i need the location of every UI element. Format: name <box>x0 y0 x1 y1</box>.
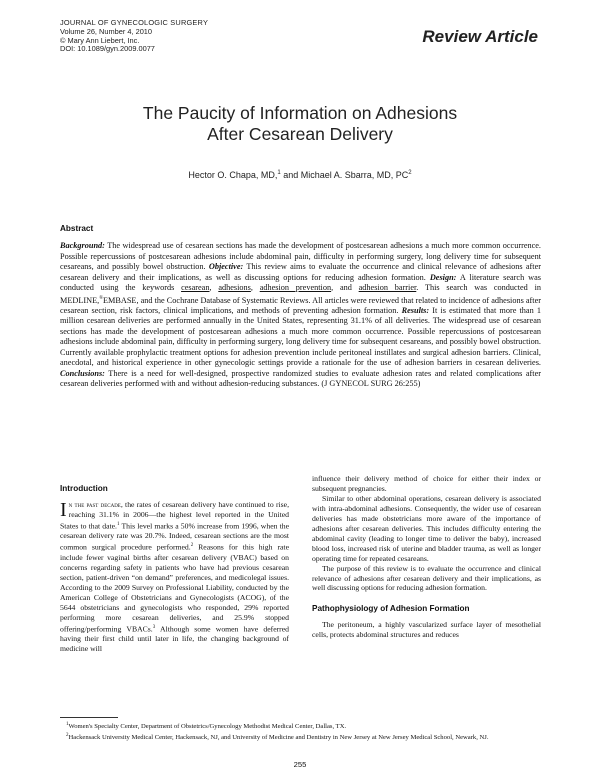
abstract-objective-label: Objective: <box>208 262 244 271</box>
abstract-background-text: The widespread use of cesarean sections has made the development of postcesarean adhesions a much more common occurrence. Possible repercussions of postcesarean adhesions include abdominal pain, difficulty in performing surgery, long delivery time for subsequent cesareans, and possibly bowel obstruction. <box>60 241 541 271</box>
footnote-1-text: Women's Specialty Center, Department of Obstetrics/Gynecology Methodist Medical Center, Dallas, TX. <box>68 723 347 731</box>
abstract-results-label: Results: <box>401 305 430 315</box>
keyword-separator: , and <box>331 283 359 292</box>
journal-name: JOURNAL OF GYNECOLOGIC SURGERY <box>60 18 209 27</box>
abstract-heading: Abstract <box>60 224 94 233</box>
right-paragraph-3: The purpose of this review is to evaluate the occurrence and clinical relevance of adhesions after cesarean delivery and their implications, as well discussing options for reducing adhesion formation. <box>312 563 541 593</box>
abstract-objective-text: This review aims to evaluate the occurrence and clinical relevance of adhesions after cesarean delivery and their implications, as well as discussing options for reducing adhesion formation. <box>60 262 542 282</box>
author-2: and Michael A. Sbarra, MD, PC <box>280 170 409 180</box>
abstract-results-text: It is estimated that more than 1 million cesarean deliveries are performed annually in the United States, representing 31.1% of all deliveries. The widespread use of cesarean sections has made the development of postcesarean adhesions a much more common occurrence. Possible repercussions of postcesarean adhesions include abdominal pain, difficulty in performing surgery, long delivery time for subsequent cesareans, and possibly bowel obstruction. Currently available prophylactic treatment options for adhesion prevention include peritoneal instillates and surgical adhesion barriers. Clinical, anecdotal, and historical experience in other gynecologic settings provide a rationale for the use of adhesion barriers in cesarean deliveries. <box>60 305 541 368</box>
abstract-background-label: Background: <box>60 241 105 250</box>
intro-text-3: Reasons for this high rate include fewer vaginal births after cesarean delivery (VBAC) based on concerns regarding safety in patients who have had previous cesarean section, patient-driven “on demand” preferences, and medicolegal issues. According to the 2009 Survey on Professional Liability, conducted by the American College of Obstetricians and Gynecologists (ACOG), of the 5644 obstetricians and gynecologists who responded, 29% reported performing more cesarean deliveries, and 25.9% stopped offering/performing VBACs. <box>60 542 289 634</box>
abstract-body <box>60 241 541 390</box>
footnotes <box>60 721 541 743</box>
title-line-1: The Paucity of Information on Adhesions <box>142 103 458 123</box>
author-1: Hector O. Chapa, MD, <box>188 170 278 180</box>
footnote-1-marker: 1 <box>66 722 69 727</box>
introduction-lead: In the past decade, <box>60 498 123 521</box>
right-paragraph-4: The peritoneum, a highly vascularized surface layer of mesothelial cells, protects abdominal structures and reduces <box>312 620 541 640</box>
journal-copyright: © Mary Ann Liebert, Inc. <box>60 35 140 45</box>
introduction-heading: Introduction <box>60 484 108 493</box>
keyword-adhesion-prevention: adhesion prevention <box>259 283 332 292</box>
author-1-affil: 1 <box>277 170 281 176</box>
registered-mark: ® <box>99 295 103 301</box>
keyword-separator: , <box>250 283 260 292</box>
article-title <box>0 103 600 145</box>
right-paragraph-1: influence their delivery method of choice for either their index or subsequent pregnancies. <box>312 474 541 493</box>
citation-3: 3 <box>152 624 156 630</box>
author-2-affil: 2 <box>408 170 412 176</box>
citation-1: 1 <box>116 521 120 527</box>
abstract-design-text: A literature search was conducted using the keywords <box>60 272 541 292</box>
left-column <box>60 484 289 654</box>
abstract-design-text-2: . This search was conducted in MEDLINE, <box>60 283 541 305</box>
citation-2: 2 <box>190 543 194 549</box>
journal-volume: Volume 26, Number 4, 2010 <box>60 26 153 36</box>
footnote-2-text: Hackensack University Medical Center, Hackensack, NJ, and University of Medicine and Dentistry in New Jersey at New Jersey Medical School, Newark, NJ. <box>68 733 489 741</box>
journal-doi: DOI: 10.1089/gyn.2009.0077 <box>60 44 155 54</box>
keyword-separator: , <box>209 283 219 292</box>
keyword-cesarean: cesarean <box>181 283 210 292</box>
right-paragraph-2: Similar to other abdominal operations, cesarean delivery is associated with intra-abdominal adhesions. Consequently, the wider use of cesarean deliveries has made obstetricians more aware of the importance of adhesions after cesarean deliveries. This includes difficulty entering the abdominal cavity (leading to longer time to deliver the baby), increased blood loss, increased risk of uterine and bladder trauma, as well as longer operating time for repeated cesareans. <box>312 493 541 563</box>
intro-text-1: the rates of cesarean delivery have continued to rise, reaching 31.1% in 2006—the highest level reported in the United States to that date. <box>60 499 289 531</box>
title-line-2: After Cesarean Delivery <box>207 124 393 144</box>
footnote-2-marker: 2 <box>66 732 69 738</box>
journal-info <box>60 19 208 54</box>
keyword-adhesion-barrier: adhesion barrier <box>358 283 417 292</box>
keyword-adhesions: adhesions <box>218 283 251 292</box>
footnote-1 <box>60 721 541 732</box>
footnote-rule <box>60 717 118 718</box>
pathophysiology-heading: Pathophysiology of Adhesion Formation <box>312 604 470 614</box>
abstract-conclusions-text: There is a need for well-designed, prospective randomized studies to evaluate adhesion rates and related complications after cesarean deliveries performed with and without adhesion-reducing substances. (J GYNECOL SURG 26:255) <box>60 368 541 389</box>
abstract-design-text-3: EMBASE, and the Cochrane Database of Systematic Reviews. All articles were reviewed that related to incidence of adhesions after cesarean section, risk factors, clinical implications, and methods of preventing adhesion formation. <box>60 295 541 315</box>
intro-text-4: Although some women have deferred having their first child until later in life, the changing background of medicine will <box>60 624 289 653</box>
article-type-label: Review Article <box>422 27 538 46</box>
abstract-conclusions-label: Conclusions: <box>60 368 105 378</box>
right-column <box>312 474 541 640</box>
page-number: 255 <box>293 760 307 769</box>
footnote-2 <box>60 732 541 743</box>
author-list <box>0 170 600 180</box>
introduction-paragraph <box>60 500 289 654</box>
intro-text-2: This level marks a 50% increase from 1996, when the cesarean delivery rate was 20.7%. Indeed, cesarean sections are the most common surgical procedure performed. <box>60 521 289 552</box>
abstract-design-label: Design: <box>429 272 457 282</box>
